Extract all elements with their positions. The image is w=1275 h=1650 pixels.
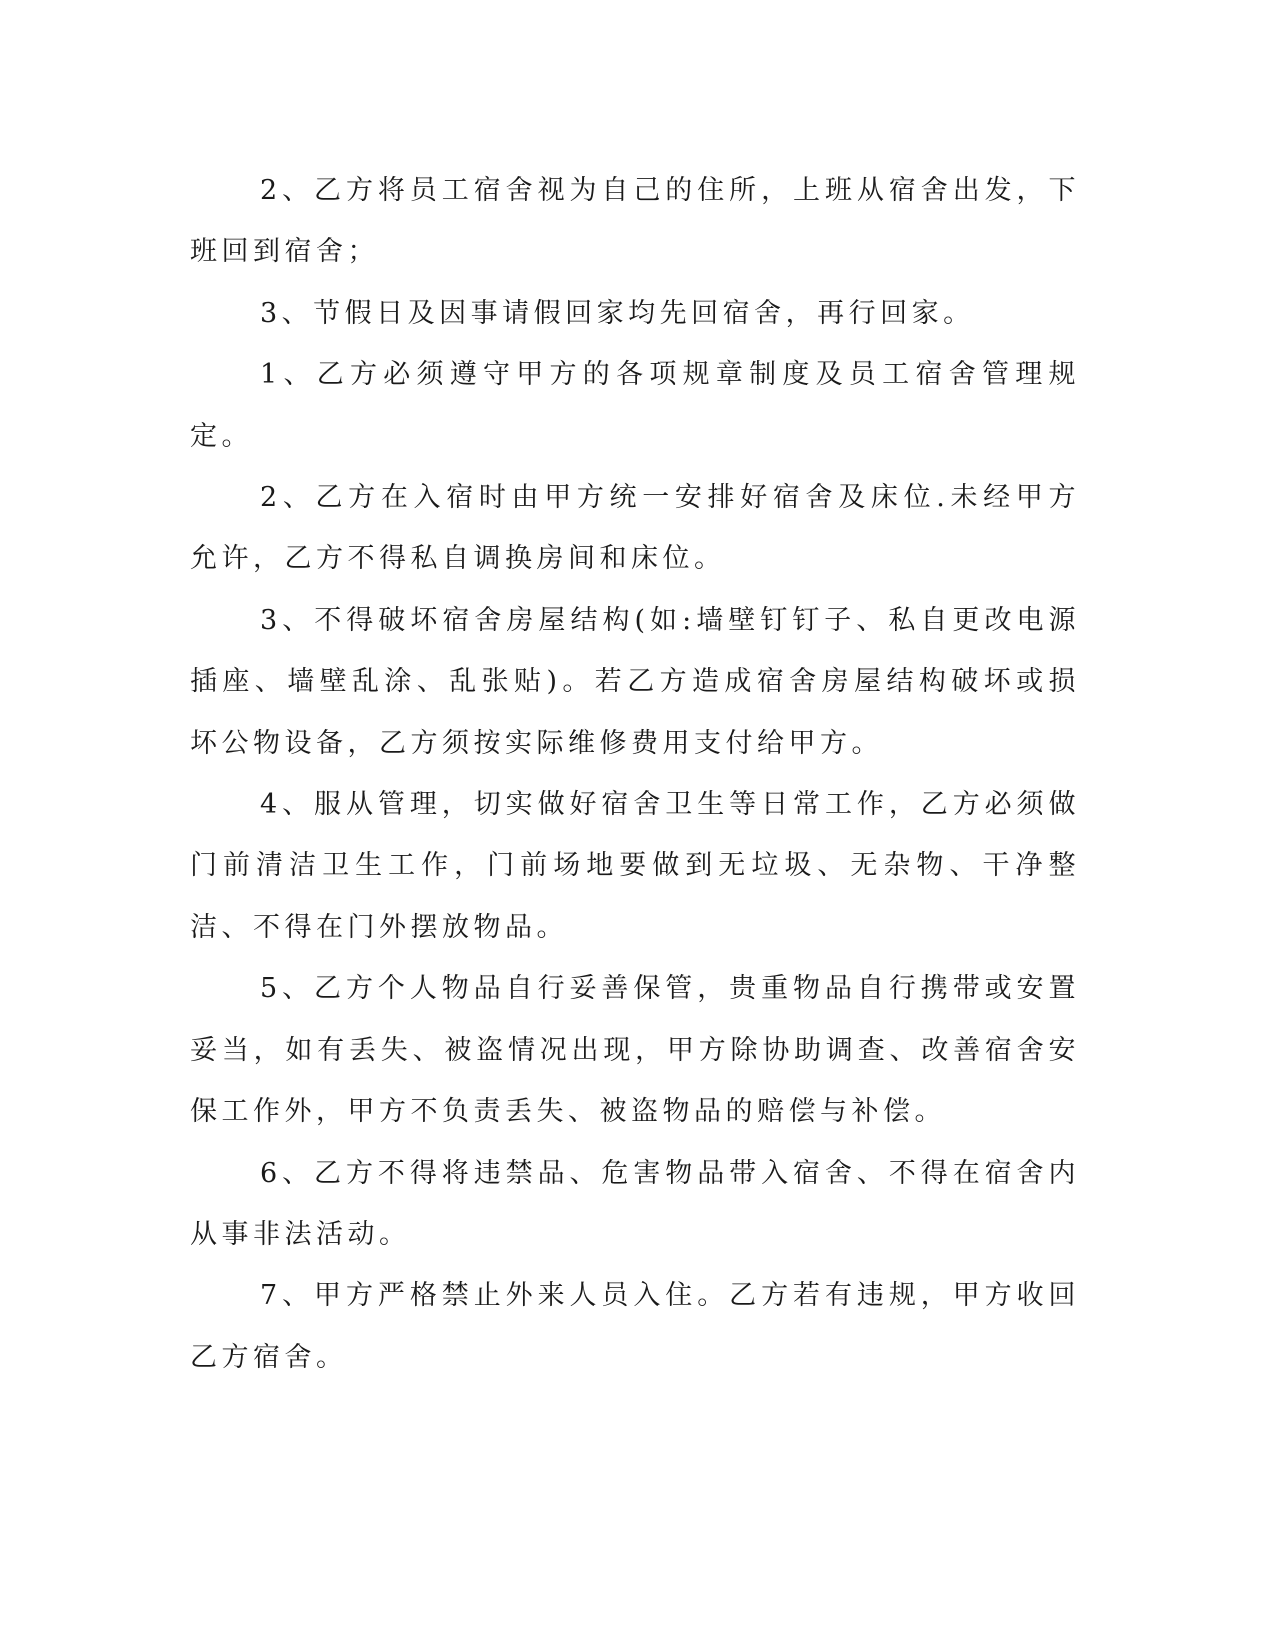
paragraph-5: 3、不得破坏宿舍房屋结构(如:墙壁钉钉子、私自更改电源插座、墙壁乱涂、乱张贴)。若乙方造成宿舍房屋结构破坏或损坏公物设备，乙方须按实际维修费用支付给甲方。 <box>190 604 1080 759</box>
paragraph-4: 2、乙方在入宿时由甲方统一安排好宿舍及床位.未经甲方允许，乙方不得私自调换房间和床位。 <box>190 482 1080 575</box>
paragraph-7: 5、乙方个人物品自行妥善保管，贵重物品自行携带或安置妥当，如有丢失、被盗情况出现，甲方除协助调查、改善宿舍安保工作外，甲方不负责丢失、被盗物品的赔偿与补偿。 <box>190 973 1080 1128</box>
paragraph-6: 4、服从管理，切实做好宿舍卫生等日常工作，乙方必须做门前清洁卫生工作，门前场地要做到无垃圾、无杂物、干净整洁、不得在门外摆放物品。 <box>190 789 1080 943</box>
paragraph-9: 7、甲方严格禁止外来人员入住。乙方若有违规，甲方收回乙方宿舍。 <box>190 1280 1080 1373</box>
paragraph-1: 2、乙方将员工宿舍视为自己的住所，上班从宿舍出发，下班回到宿舍； <box>190 175 1080 268</box>
paragraph-8: 6、乙方不得将违禁品、危害物品带入宿舍、不得在宿舍内从事非法活动。 <box>190 1157 1080 1250</box>
document-body <box>190 160 1080 1388</box>
paragraph-3: 1、乙方必须遵守甲方的各项规章制度及员工宿舍管理规定。 <box>190 359 1080 452</box>
paragraph-2: 3、节假日及因事请假回家均先回宿舍，再行回家。 <box>260 297 975 329</box>
